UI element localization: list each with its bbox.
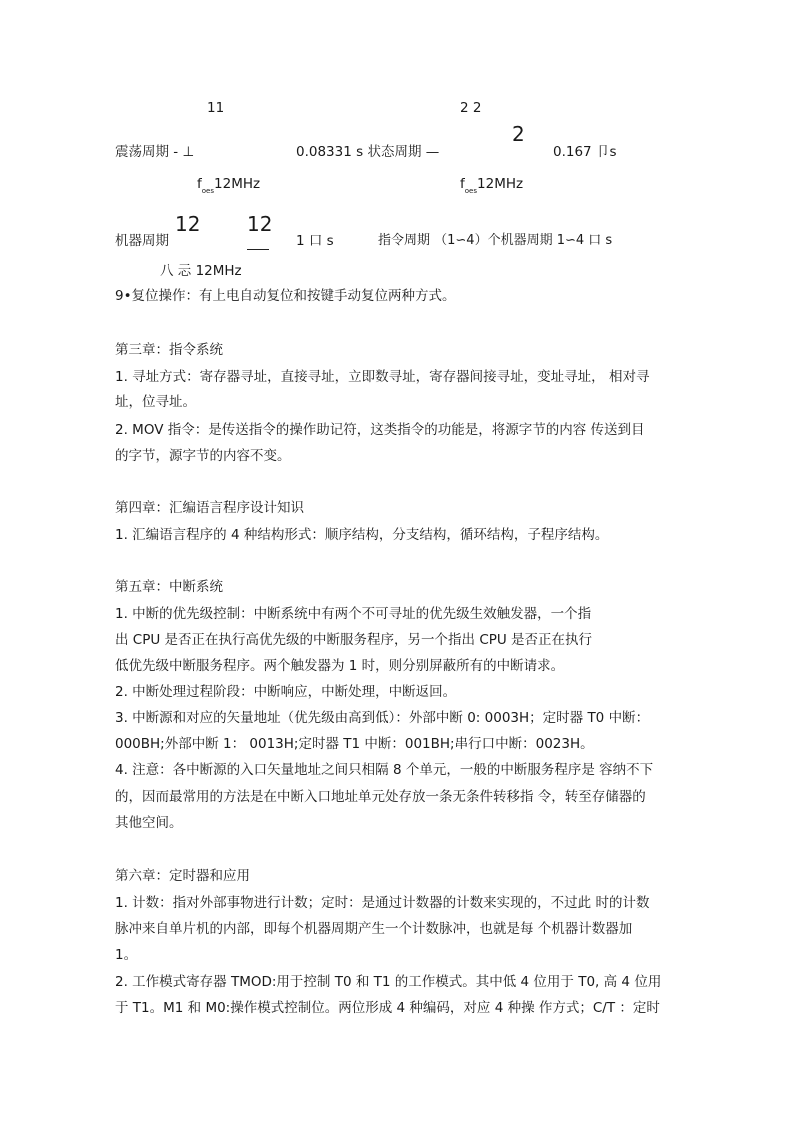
text-line: 址，位寻址。: [115, 394, 196, 410]
text-line: 4. 注意：各中断源的入口矢量地址之间只相隔 8 个单元，一般的中断服务程序是 容纳不下: [115, 762, 654, 778]
text-line: 2. MOV 指令：是传送指令的操作助记符，这类指令的功能是，将源字节的内容 传送到目: [115, 422, 645, 438]
freq-right: $f_{oes}12MHz$: [460, 176, 524, 195]
text-line: 的字节，源字节的内容不变。: [115, 448, 291, 464]
text-line: 1. 计数：指对外部事物进行计数；定时：是通过计数器的计数来实现的，不过此 时的计数: [115, 895, 650, 911]
freq-left: $f_{oes}12MHz$: [197, 176, 261, 195]
numerator-left: 11: [207, 100, 225, 116]
text-line: 9•复位操作：有上电自动复位和按键手动复位两种方式。: [115, 288, 456, 304]
text-line: 1。: [115, 947, 138, 963]
text-line: 1. 寻址方式：寄存器寻址，直接寻址，立即数寻址，寄存器间接寻址，变址寻址， 相对寻: [115, 369, 650, 385]
text-line: 2. 工作模式寄存器 TMOD:用于控制 T0 和 T1 的工作模式。其中低 4 位用于 T0, 高 4 位用: [115, 974, 662, 990]
state-value: 0.167 卩s: [553, 144, 617, 160]
machine-num1: 12: [175, 212, 201, 236]
oscillation-period-label: 震荡周期 - ⊥: [115, 144, 195, 160]
machine-value: 1 口 s: [296, 233, 334, 249]
machine-num2: 12: [247, 212, 273, 236]
text-line: 出 CPU 是否正在执行高优先级的中断服务程序，另一个指出 CPU 是否正在执行: [115, 632, 593, 648]
text-line: 1. 中断的优先级控制：中断系统中有两个不可寻址的优先级生效触发器，一个指: [115, 606, 592, 622]
text-line: 3. 中断源和对应的矢量地址（优先级由高到低）：外部中断 0: 0003H；定时器 T0 中断：: [115, 710, 650, 726]
text-line: 1. 汇编语言程序的 4 种结构形式：顺序结构，分支结构，循环结构，子程序结构。: [115, 527, 609, 543]
text-line: 的，因而最常用的方法是在中断入口地址单元处存放一条无条件转移指 令，转至存储器的: [115, 789, 646, 805]
chapter-heading: 第三章：指令系统: [115, 342, 223, 358]
state-numerator: 2: [512, 122, 525, 146]
fraction-line: [247, 236, 269, 256]
chapter-heading: 第五章：中断系统: [115, 579, 223, 595]
text-line: 000BH;外部中断 1： 0013H;定时器 T1 中断：001BH;串行口中断：0023H。: [115, 736, 594, 752]
chapter-heading: 第四章：汇编语言程序设计知识: [115, 500, 304, 516]
numerator-right: 2 2: [460, 100, 482, 116]
machine-denominator: 八 忈 12MHz: [160, 263, 242, 279]
text-line: 于 T1。M1 和 M0:操作模式控制位。两位形成 4 种编码，对应 4 种操 作方式；C/T ：定时: [115, 1000, 660, 1016]
text-line: 低优先级中断服务程序。两个触发器为 1 时，则分别屏蔽所有的中断请求。: [115, 658, 565, 674]
oscillation-value: 0.08331 s 状态周期 —: [296, 144, 440, 160]
machine-period-label: 机器周期: [115, 233, 169, 249]
text-line: 2. 中断处理过程阶段：中断响应，中断处理，中断返回。: [115, 684, 457, 700]
text-line: 脉冲来自单片机的内部，即每个机器周期产生一个计数脉冲，也就是每 个机器计数器加: [115, 921, 633, 937]
instruction-cycle: 指令周期 （1∽4）个机器周期 1∽4 口 s: [378, 233, 613, 248]
chapter-heading: 第六章：定时器和应用: [115, 868, 250, 884]
text-line: 其他空间。: [115, 815, 183, 831]
